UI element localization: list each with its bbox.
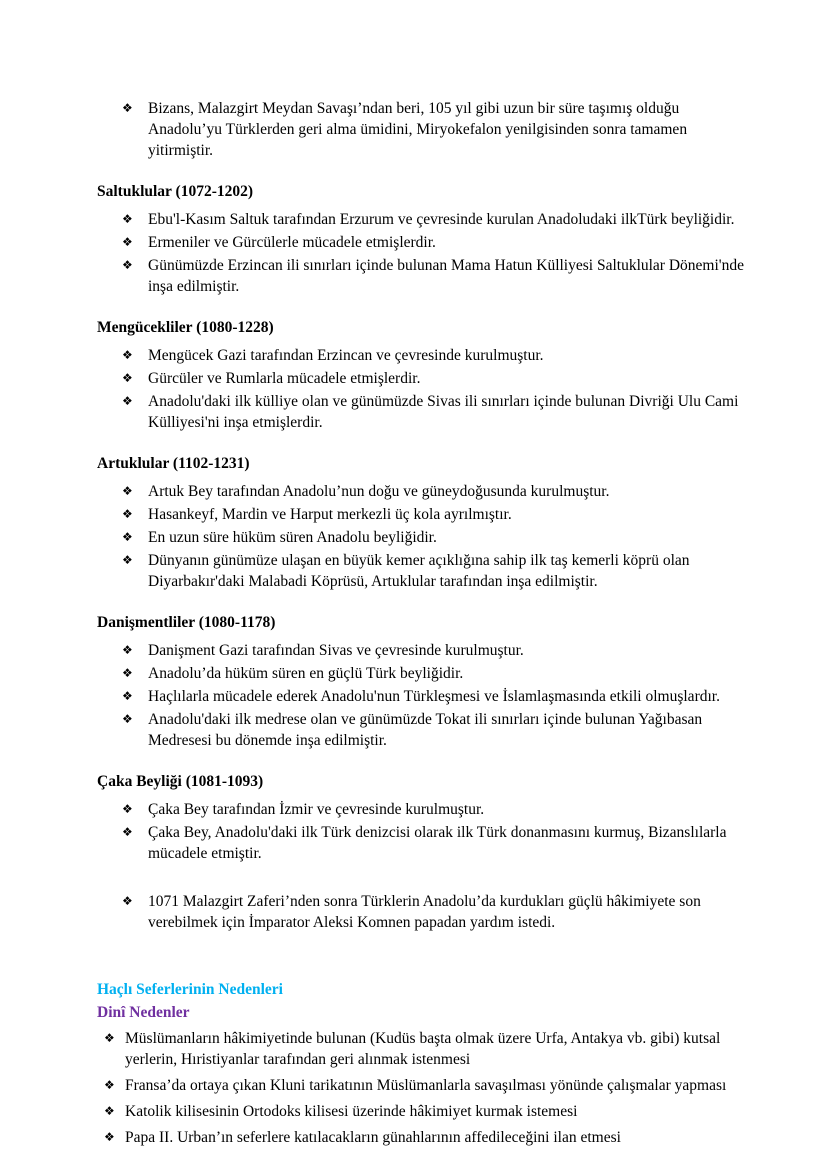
- diamond-bullet-icon: ❖: [122, 212, 133, 226]
- list-item: [122, 481, 744, 502]
- diamond-bullet-icon: ❖: [122, 348, 133, 362]
- diamond-bullet-icon: ❖: [122, 371, 133, 385]
- list-item: [122, 209, 744, 230]
- section-list-saltuklular: [97, 209, 744, 297]
- crusades-subheading: Dinî Nedenler: [97, 1004, 190, 1021]
- diamond-bullet-icon: ❖: [122, 712, 133, 726]
- diamond-bullet-icon: ❖: [122, 235, 133, 249]
- bullet-text: Artuk Bey tarafından Anadolu’nun doğu ve güneydoğusunda kurulmuştur.: [148, 483, 610, 500]
- diamond-bullet-icon: ❖: [122, 894, 133, 908]
- section-heading-mengucekliler: Mengücekliler (1080-1228): [97, 319, 274, 336]
- bullet-text: Papa II. Urban’ın seferlere katılacakların günahlarının affedileceğini ilan etmesi: [125, 1129, 621, 1146]
- diamond-bullet-icon: ❖: [122, 394, 133, 408]
- bullet-text: Ermeniler ve Gürcülerle mücadele etmişlerdir.: [148, 234, 436, 251]
- list-item: [104, 1127, 744, 1148]
- list-item: [122, 345, 744, 366]
- list-item: [122, 255, 744, 297]
- diamond-bullet-icon: ❖: [104, 1130, 115, 1144]
- bullet-text: Katolik kilisesinin Ortodoks kilisesi üzerinde hâkimiyet kurmak istemesi: [125, 1103, 578, 1120]
- diamond-bullet-icon: ❖: [122, 258, 133, 272]
- list-item: [122, 368, 744, 389]
- list-item: [104, 1101, 744, 1122]
- list-item: [122, 98, 744, 161]
- bullet-text: Anadolu'daki ilk medrese olan ve günümüzde Tokat ili sınırları içinde bulunan Yağıbasan Medresesi bu dönemde inşa edilmiştir.: [148, 711, 703, 749]
- diamond-bullet-icon: ❖: [122, 101, 133, 115]
- intro-list: [97, 98, 744, 161]
- bullet-text: Fransa’da ortaya çıkan Kluni tarikatının Müslümanlarla savaşılması yönünde çalışmalar yapması: [125, 1077, 727, 1094]
- bullet-text: En uzun süre hüküm süren Anadolu beyliğidir.: [148, 529, 437, 546]
- list-item: [122, 640, 744, 661]
- list-item: [104, 1028, 744, 1070]
- bullet-text: Anadolu’da hüküm süren en güçlü Türk beyliğidir.: [148, 665, 464, 682]
- list-item: [122, 504, 744, 525]
- section-list-danismentliler: [97, 640, 744, 751]
- bullet-text: Ebu'l-Kasım Saltuk tarafından Erzurum ve çevresinde kurulan Anadoludaki ilkTürk beyliğidir.: [148, 211, 735, 228]
- section-heading-caka-beyligi: Çaka Beyliği (1081-1093): [97, 773, 264, 790]
- diamond-bullet-icon: ❖: [122, 666, 133, 680]
- list-item: [122, 799, 744, 820]
- list-item: [122, 232, 744, 253]
- section-heading-danismentliler: Danişmentliler (1080-1178): [97, 614, 276, 631]
- crusades-section: [97, 979, 744, 1148]
- bullet-text: Hasankeyf, Mardin ve Harput merkezli üç kola ayrılmıştır.: [148, 506, 512, 523]
- bullet-text: Çaka Bey tarafından İzmir ve çevresinde kurulmuştur.: [148, 801, 485, 818]
- list-item: [122, 527, 744, 548]
- section-heading-saltuklular: Saltuklular (1072-1202): [97, 183, 254, 200]
- section-list-caka-beyligi: [97, 799, 744, 864]
- section-list-mengucekliler: [97, 345, 744, 433]
- bullet-text: Mengücek Gazi tarafından Erzincan ve çevresinde kurulmuştur.: [148, 347, 544, 364]
- list-item: [122, 391, 744, 433]
- bullet-text: Danişment Gazi tarafından Sivas ve çevresinde kurulmuştur.: [148, 642, 524, 659]
- list-item: [122, 709, 744, 751]
- diamond-bullet-icon: ❖: [104, 1078, 115, 1092]
- bullet-text: Günümüzde Erzincan ili sınırları içinde bulunan Mama Hatun Külliyesi Saltuklular Dönemi'nde inşa edilmiştir.: [148, 257, 744, 295]
- section-list-artuklular: [97, 481, 744, 592]
- list-item: [122, 891, 744, 933]
- list-item: [122, 822, 744, 864]
- bullet-text: 1071 Malazgirt Zaferi’nden sonra Türklerin Anadolu’da kurdukları güçlü hâkimiyete son verebilmek için İmparator Aleksi Komnen papadan yardım istedi.: [148, 893, 701, 931]
- diamond-bullet-icon: ❖: [122, 825, 133, 839]
- diamond-bullet-icon: ❖: [122, 553, 133, 567]
- bullet-text: Haçlılarla mücadele ederek Anadolu'nun Türkleşmesi ve İslamlaşmasında etkili olmuşlardır.: [148, 688, 720, 705]
- section-heading-artuklular: Artuklular (1102-1231): [97, 455, 250, 472]
- standalone-list: [97, 891, 744, 933]
- bullet-text: Müslümanların hâkimiyetinde bulunan (Kudüs başta olmak üzere Urfa, Antakya vb. gibi) kutsal yerlerin, Hıristiyanlar tarafından geri alınmak istenmesi: [125, 1030, 721, 1068]
- list-item: [122, 663, 744, 684]
- diamond-bullet-icon: ❖: [122, 530, 133, 544]
- diamond-bullet-icon: ❖: [122, 689, 133, 703]
- bullet-text: Gürcüler ve Rumlarla mücadele etmişlerdir.: [148, 370, 421, 387]
- bullet-text: Anadolu'daki ilk külliye olan ve günümüzde Sivas ili sınırları içinde bulunan Divriği Ulu Cami Külliyesi'ni inşa etmişlerdir.: [148, 393, 739, 431]
- list-item: [104, 1075, 744, 1096]
- diamond-bullet-icon: ❖: [122, 507, 133, 521]
- diamond-bullet-icon: ❖: [104, 1031, 115, 1045]
- list-item: [122, 550, 744, 592]
- crusades-heading: Haçlı Seferlerinin Nedenleri: [97, 981, 283, 998]
- bullet-text: Bizans, Malazgirt Meydan Savaşı’ndan beri, 105 yıl gibi uzun bir süre taşımış olduğu Anadolu’yu Türklerden geri alma ümidini, Miryokefalon yenilgisinden sonra tamamen yitirmiştir.: [148, 100, 688, 159]
- diamond-bullet-icon: ❖: [122, 802, 133, 816]
- diamond-bullet-icon: ❖: [122, 643, 133, 657]
- list-item: [122, 686, 744, 707]
- bullet-text: Çaka Bey, Anadolu'daki ilk Türk denizcisi olarak ilk Türk donanmasını kurmuş, Bizanslılarla mücadele etmiştir.: [148, 824, 727, 862]
- bullet-text: Dünyanın günümüze ulaşan en büyük kemer açıklığına sahip ilk taş kemerli köprü olan Diyarbakır'daki Malabadi Köprüsü, Artuklular tarafından inşa edilmiştir.: [148, 552, 690, 590]
- diamond-bullet-icon: ❖: [104, 1104, 115, 1118]
- crusades-list: [97, 1028, 744, 1148]
- diamond-bullet-icon: ❖: [122, 484, 133, 498]
